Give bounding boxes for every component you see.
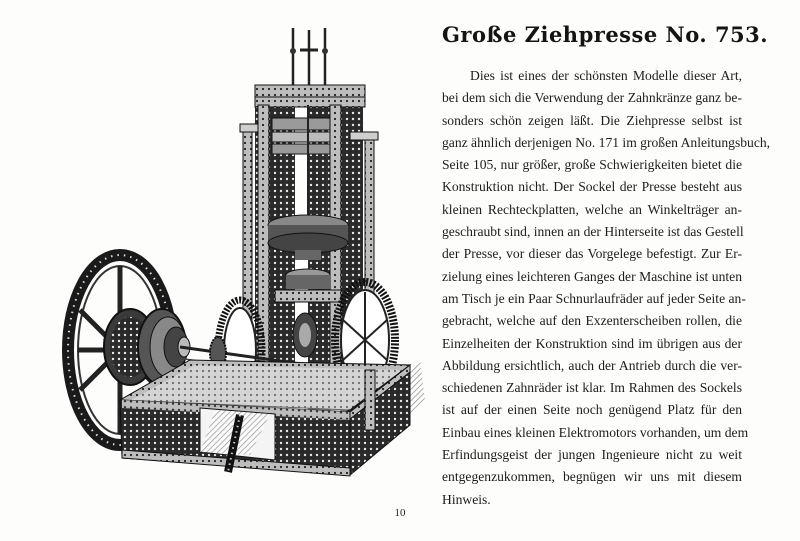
paragraph-line: Einbau eines kleinen Elektromotors vorhanden, um dem [442, 424, 749, 440]
description-paragraph [442, 65, 771, 511]
paragraph-line: ganz ähnlich derjenigen No. 171 im großen Anleitungsbuch, [442, 134, 771, 150]
paragraph-line: der Presse, vor dieser das Vorgelege befestigt. Zur Er- [442, 246, 742, 262]
paragraph-line: geschraubt sind, innen an der Hinterseite ist das Gestell [442, 224, 744, 240]
paragraph-line: Hinweis. [442, 491, 491, 507]
paragraph-line: gebracht, welche auf den Exzenterscheiben rollen, die [442, 313, 742, 329]
paragraph-line: Erfindungsgeist der jungen Ingenieure nicht zu weit [442, 447, 742, 463]
paragraph-line: ist auf der einen Seite noch genügend Platz für den [442, 402, 742, 418]
paragraph-line: entgegenzukommen, begnügen wir uns mit diesem [442, 469, 742, 485]
paragraph-line: Dies ist eines der schönsten Modelle dieser Art, [470, 68, 742, 83]
page-title: Große Ziehpresse No. 753. [442, 22, 769, 47]
paragraph-line: kleinen Rechteckplatten, welche an Winkelträger an- [442, 201, 742, 217]
press-illustration [50, 20, 430, 480]
paragraph-line: zielung eines leichteren Ganges der Maschine ist unten [442, 268, 742, 284]
paragraph-line: Seite 105, nur größer, große Schwierigkeiten bietet die [442, 157, 742, 173]
paragraph-line: bei dem sich die Verwendung der Zahnkränze ganz be- [442, 90, 742, 106]
meccano-press-drawing [50, 20, 430, 480]
paragraph-line: sonders schön zeigen läßt. Die Ziehpresse selbst ist [442, 112, 742, 128]
paragraph-line: Konstruktion nicht. Der Sockel der Presse besteht aus [442, 179, 742, 195]
paragraph-line: Einzelheiten der Konstruktion sind im übrigen aus der [442, 335, 742, 351]
paragraph-line: schiedenen Zahnräder ist klar. Im Rahmen des Sockels [442, 380, 742, 396]
page-number: 10 [394, 507, 406, 519]
paragraph-line: am Tisch je ein Paar Schnurlaufräder auf jeder Seite an- [442, 290, 746, 306]
paragraph-line: Abbildung ersichtlich, auch der Antrieb durch die ver- [442, 357, 742, 373]
